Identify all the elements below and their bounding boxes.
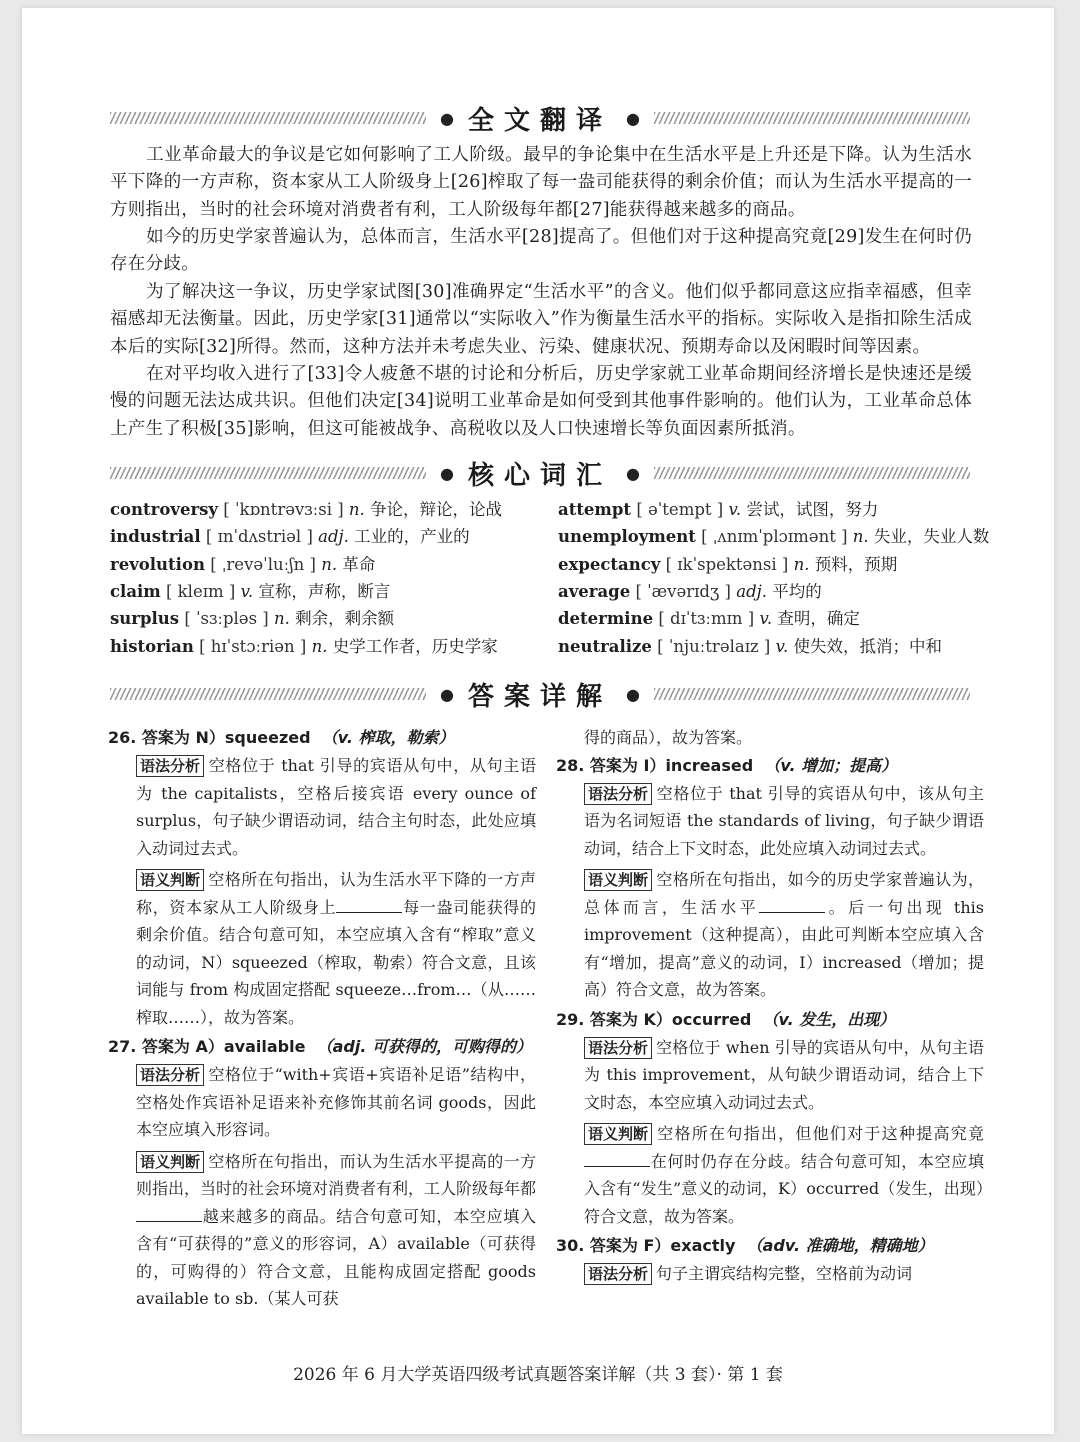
bullet-dot: ●: [626, 463, 640, 483]
grammar-tag: 语法分析: [136, 755, 204, 777]
grammar-tag: 语法分析: [584, 1263, 652, 1285]
continued-text: 得的商品），故为答案。: [584, 728, 753, 747]
meaning-tag: 语义判断: [584, 1123, 652, 1145]
vocab-item: historian [ hɪˈstɔːriən ] n. 史学工作者，历史学家: [110, 637, 498, 656]
document-page: [22, 8, 1054, 1434]
answer-blank: [584, 1150, 650, 1167]
answer-blank: [759, 896, 825, 913]
vocab-item: unemployment [ ˌʌnɪmˈplɔɪmənt ] n. 失业，失业人数: [558, 527, 990, 546]
vocab-item: claim [ kleɪm ] v. 宣称，声称，断言: [110, 582, 391, 601]
vocab-item: attempt [ əˈtempt ] v. 尝试，试图，努力: [558, 500, 879, 519]
hatch-divider: [654, 688, 970, 700]
grammar-analysis: 语法分析 空格位于“with+宾语+宾语补足语”结构中，空格处作宾语补足语来补充修饰其前名词 goods，因此本空应填入形容词。: [136, 1065, 536, 1139]
hatch-divider: [654, 112, 970, 124]
meaning-analysis: 语义判断 空格所在句指出，如今的历史学家普遍认为，总体而言，生活水平 。后一句出现 this improvement（这种提高），由此可判断本空应填入含有“增加，提高”意义的动词，I）increased（增加；提高）符合文意，故为答案。: [584, 870, 984, 999]
section-header-vocab: [110, 458, 970, 491]
vocab-item: neutralize [ ˈnjuːtrəlaɪz ] v. 使失效，抵消；中和: [558, 637, 942, 656]
question-heading: 27. 答案为 A）available （adj. 可获得的，可购得的）: [108, 1037, 532, 1056]
page-footer: 2026 年 6 月大学英语四级考试真题答案详解（共 3 套）· 第 1 套: [293, 1365, 783, 1385]
meaning-tag: 语义判断: [136, 869, 204, 891]
question-heading: 28. 答案为 I）increased （v. 增加；提高）: [556, 755, 898, 775]
answer-blank: [136, 1205, 202, 1222]
vocab-item: controversy [ ˈkɒntrəvɜːsi ] n. 争论，辩论，论战: [110, 500, 503, 519]
section-header-answers: [110, 679, 970, 712]
translation-paragraph: 为了解决这一争议，历史学家试图[30]准确界定“生活水平”的含义。他们似乎都同意这应指幸福感，但幸福感却无法衡量。因此，历史学家[31]通常以“实际收入”作为衡量生活水平的指标。实际收入是指扣除生活成本后的实际[32]所得。然而，这种方法并未考虑失业、污染、健康状况、预期寿命以及闲暇时间等因素。: [110, 282, 972, 357]
grammar-tag: 语法分析: [584, 1037, 652, 1059]
vocab-item: average [ ˈævərɪdʒ ] adj. 平均的: [558, 582, 822, 601]
section-header-translation: [110, 103, 970, 136]
translation-paragraph: 在对平均收入进行了[33]令人疲惫不堪的讨论和分析后，历史学家就工业革命期间经济增长是快速还是缓慢的问题无法达成共识。但他们决定[34]说明工业革命是如何受到其他事件影响的。他们认为，工业革命总体上产生了积极[35]影响，但这可能被战争、高税收以及人口快速增长等负面因素所抵消。: [110, 364, 972, 439]
section-title: 全文翻译: [468, 105, 613, 136]
answers-left-column: [108, 724, 536, 1313]
bullet-dot: ●: [626, 684, 640, 704]
vocab-item: surplus [ ˈsɜːpləs ] n. 剩余，剩余额: [110, 609, 395, 628]
meaning-tag: 语义判断: [136, 1151, 204, 1173]
question-heading: 30. 答案为 F）exactly （adv. 准确地，精确地）: [556, 1236, 934, 1255]
translation-paragraph: 如今的历史学家普遍认为，总体而言，生活水平[28]提高了。但他们对于这种提高究竟[29]发生在何时仍存在分歧。: [110, 227, 972, 275]
meaning-analysis: 语义判断 空格所在句指出，而认为生活水平提高的一方则指出，当时的社会环境对消费者有利，工人阶级每年都越来越多的商品。结合句意可知，本空应填入含有“可获得的”意义的形容词，A）available（可获得的，可购得的）符合文意，且能构成固定搭配 goods available to sb.（某人可获: [136, 1151, 537, 1308]
bullet-dot: ●: [440, 684, 454, 704]
hatch-divider: [654, 467, 970, 479]
meaning-analysis: 语义判断 空格所在句指出，但他们对于这种提高究竟在何时仍存在分歧。结合句意可知，本空应填入含有“发生”意义的动词，K）occurred（发生，出现）符合文意，故为答案。: [584, 1124, 984, 1226]
answer-blank: [336, 896, 402, 913]
bullet-dot: ●: [626, 108, 640, 128]
hatch-divider: [110, 688, 426, 700]
vocab-item: expectancy [ ɪkˈspektənsi ] n. 预料，预期: [558, 555, 898, 574]
translation-paragraph: 工业革命最大的争议是它如何影响了工人阶级。最早的争论集中在生活水平是上升还是下降。认为生活水平下降的一方声称，资本家从工人阶级身上[26]榨取了每一盎司能获得的剩余价值；而认为生活水平提高的一方则指出，当时的社会环境对消费者有利，工人阶级每年都[27]能获得越来越多的商品。: [110, 145, 972, 220]
meaning-analysis: 语义判断 空格所在句指出，认为生活水平下降的一方声称，资本家从工人阶级身上 每一盎司能获得的剩余价值。结合句意可知，本空应填入含有“榨取”意义的动词，N）squeezed（榨取，勒索）符合文意，且该词能与 from 构成固定搭配 squeeze…from…（从……榨取……），故为答案。: [136, 870, 536, 1027]
bullet-dot: ●: [440, 108, 454, 128]
vocab-item: determine [ dɪˈtɜːmɪn ] v. 查明，确定: [558, 609, 860, 628]
answers-right-column: [556, 724, 984, 1288]
hatch-divider: [110, 112, 426, 124]
grammar-analysis: 语法分析 句子主谓宾结构完整，空格前为动词: [584, 1260, 984, 1288]
hatch-divider: [110, 467, 426, 479]
grammar-analysis: 语法分析 空格位于 that 引导的宾语从句中，从句主语为 the capitalists，空格后接宾语 every ounce of surplus，句子缺少谓语动词，结合主句时态，此处应填入动词过去式。: [136, 756, 536, 858]
bullet-dot: ●: [440, 463, 454, 483]
section-title: 核心词汇: [468, 460, 613, 491]
grammar-tag: 语法分析: [584, 783, 652, 805]
vocab-item: revolution [ ˌrevəˈluːʃn ] n. 革命: [110, 555, 376, 574]
grammar-analysis: 语法分析 空格位于 that 引导的宾语从句中，该从句主语为名词短语 the standards of living，句子缺少谓语动词，结合上下文时态，此处应填入动词过去式。: [584, 783, 984, 858]
grammar-tag: 语法分析: [136, 1064, 204, 1086]
grammar-analysis: 语法分析 空格位于 when 引导的宾语从句中，从句主语为 this improvement，从句缺少谓语动词，结合上下文时态，本空应填入动词过去式。: [584, 1037, 984, 1112]
question-heading: 29. 答案为 K）occurred （v. 发生，出现）: [556, 1009, 896, 1029]
vocab-item: industrial [ ɪnˈdʌstriəl ] adj. 工业的，产业的: [110, 527, 470, 546]
meaning-tag: 语义判断: [584, 869, 652, 891]
question-heading: 26. 答案为 N）squeezed （v. 榨取，勒索）: [108, 728, 455, 747]
section-title: 答案详解: [468, 681, 613, 712]
